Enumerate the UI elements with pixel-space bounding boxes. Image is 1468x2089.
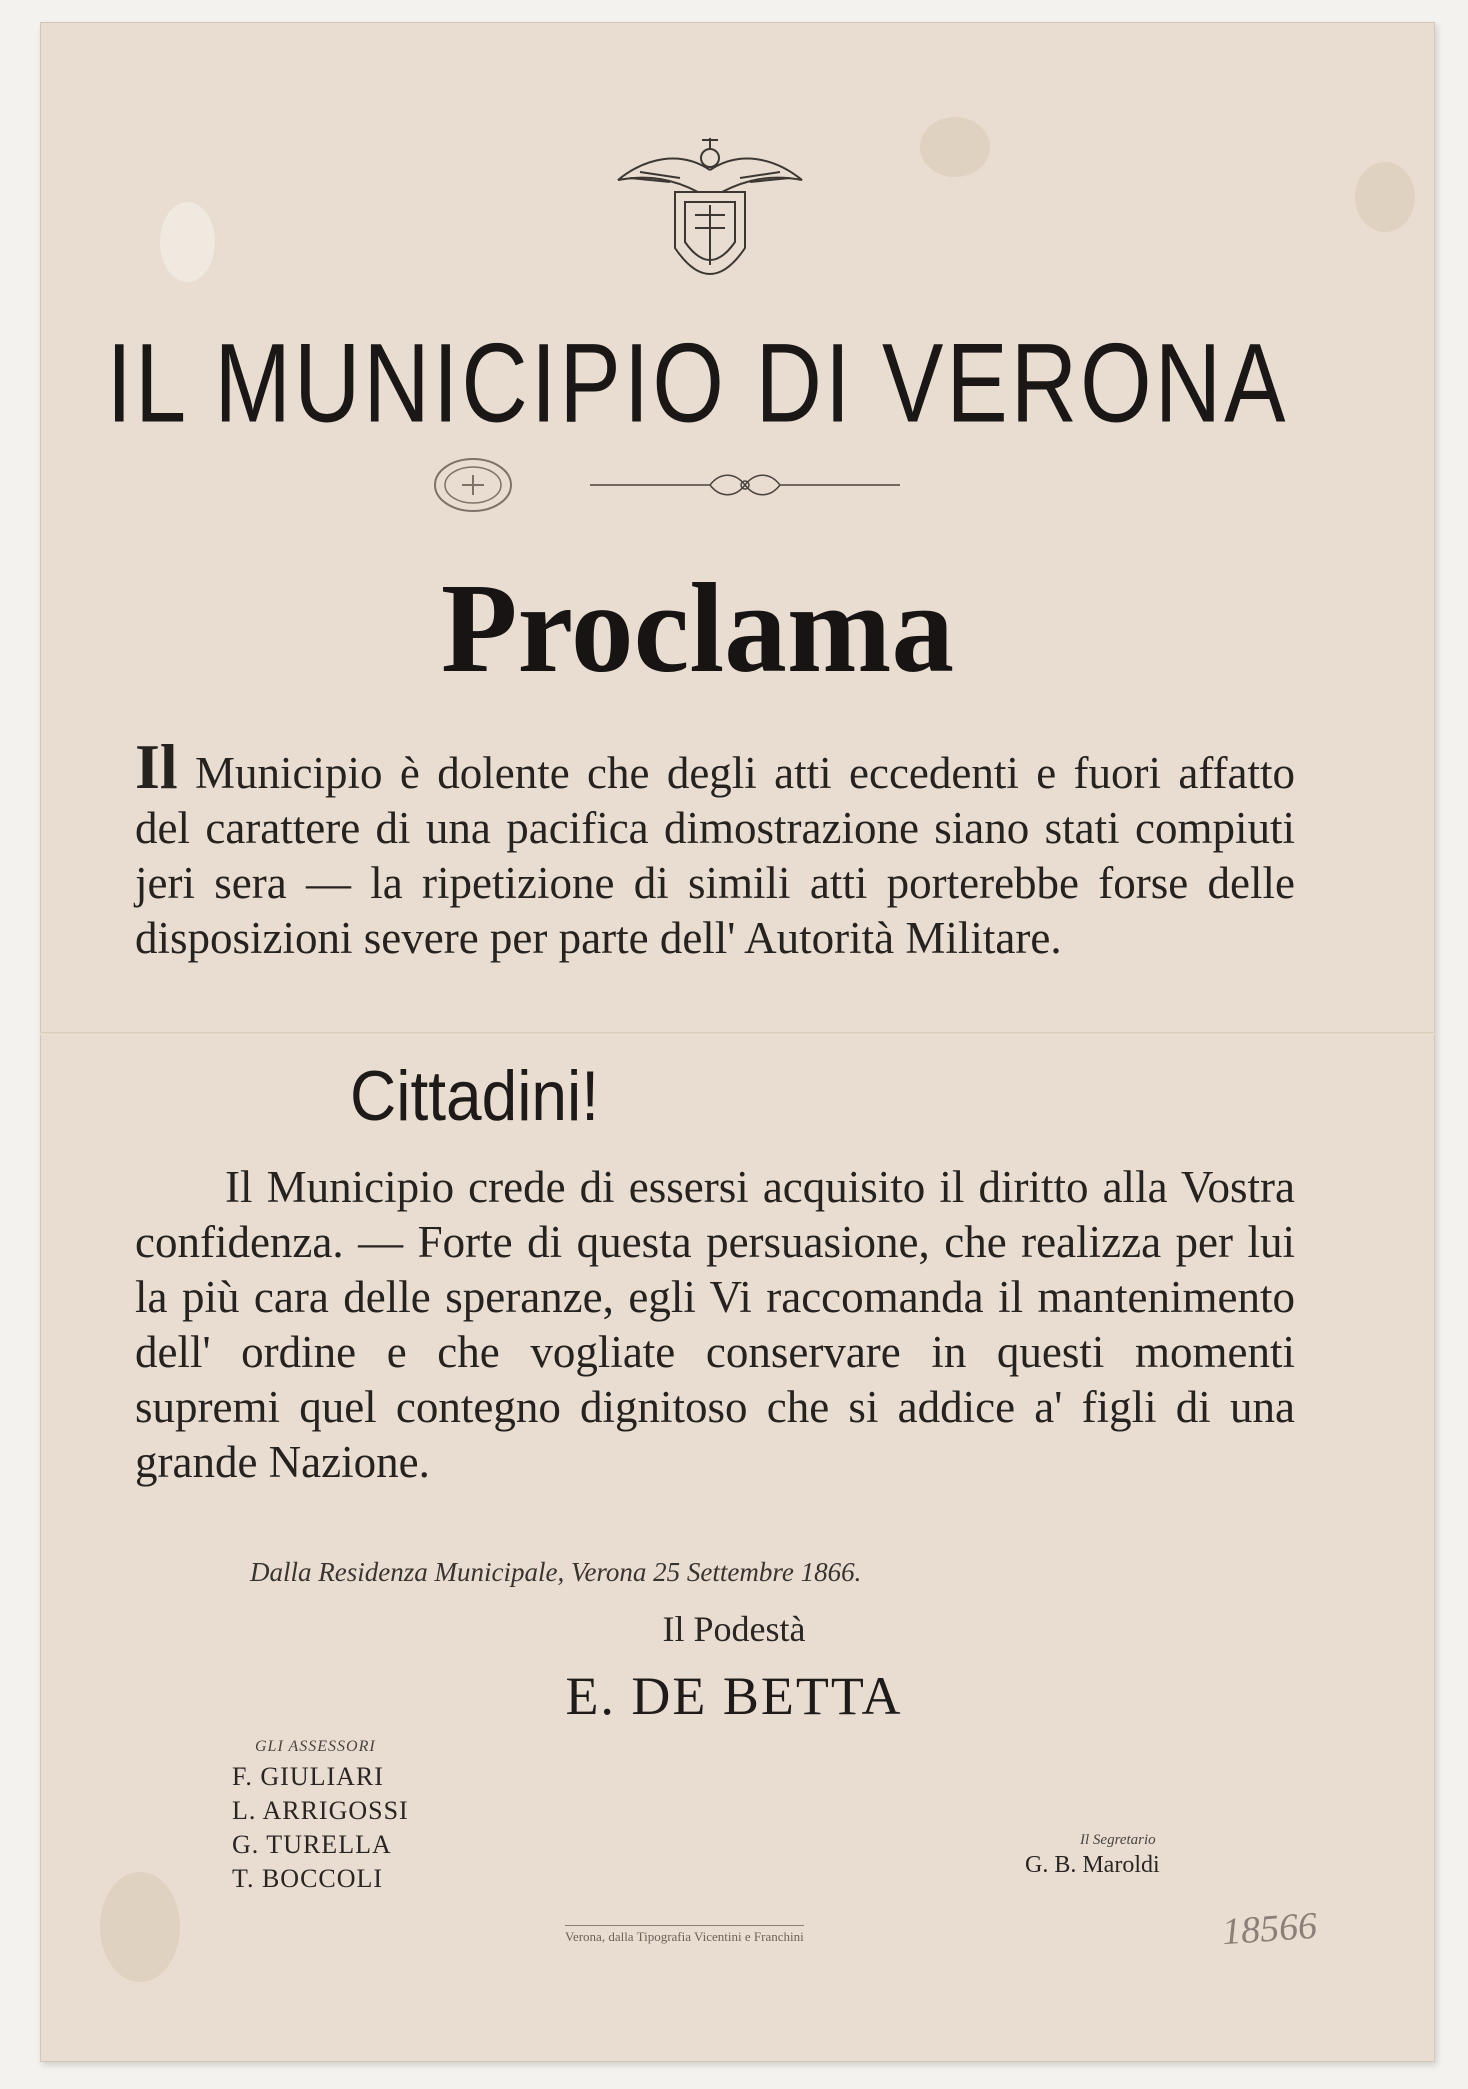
podesta-name: E. DE BETTA: [565, 1666, 903, 1726]
paper-fold: [40, 1032, 1435, 1035]
drop-cap: Il: [135, 731, 178, 802]
printer-imprint: Verona, dalla Tipografia Vicentini e Franchini: [565, 1925, 804, 1945]
first-paragraph-text: Municipio è dolente che degli atti eccedenti e fuori affatto del carattere di una pacifica dimostrazione siano stati compiuti jeri sera — la ripetizione di simili atti porterebbe forse delle disposizioni severe per parte dell' Autorità Militare.: [135, 748, 1295, 963]
eagle-crest-emblem-icon: [610, 130, 810, 305]
dateline: Dalla Residenza Municipale, Verona 25 Settembre 1866.: [250, 1557, 862, 1587]
second-paragraph: Il Municipio crede di essersi acquisito il diritto alla Vostra confidenza. — Forte di questa persuasione, che realizza per lui la più cara delle speranze, egli Vi raccomanda il mantenimento dell' ordine e che vogliate conservare in questi momenti supremi quel contegno dignitoso che si addice a' figli di una grande Nazione.: [135, 1162, 1295, 1487]
paper-stain: [920, 117, 990, 177]
municipality-header: IL MUNICIPIO DI VERONA: [106, 321, 1289, 446]
assessore-name: L. ARRIGOSSI: [232, 1796, 409, 1825]
podesta-label: Il Podestà: [662, 1609, 806, 1649]
assessori-list: [232, 1760, 409, 1896]
library-stamp-icon: [432, 455, 514, 515]
first-paragraph: [135, 731, 1295, 966]
assessore-name: F. GIULIARI: [232, 1762, 384, 1791]
paper-stain: [1355, 162, 1415, 232]
assessori-label: GLI ASSESSORI: [255, 1738, 376, 1755]
segretario-label: Il Segretario: [1080, 1832, 1156, 1848]
decorative-rule-icon: [580, 470, 910, 500]
headline-proclama: Proclama: [440, 557, 955, 699]
paper-stain: [100, 1872, 180, 1982]
segretario-name: G. B. Maroldi: [1025, 1852, 1160, 1878]
assessore-name: G. TURELLA: [232, 1830, 392, 1859]
handwritten-archive-number: 18566: [1220, 1904, 1319, 1954]
address-cittadini: Cittadini!: [350, 1056, 599, 1136]
paper-tear: [160, 202, 215, 282]
assessore-name: T. BOCCOLI: [232, 1864, 384, 1893]
